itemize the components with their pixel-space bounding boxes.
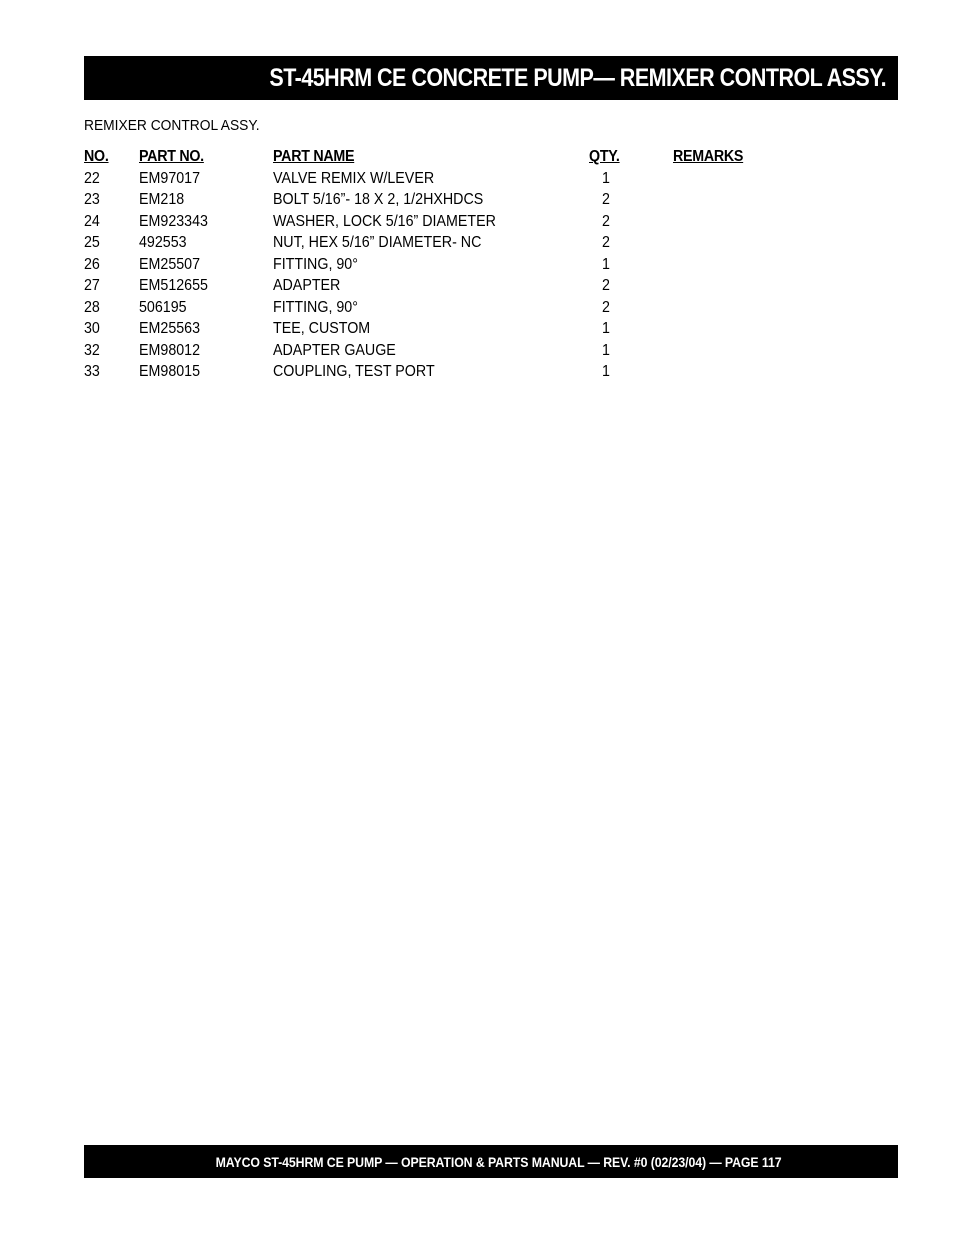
cell-part-name: COUPLING, TEST PORT: [273, 363, 435, 380]
cell-qty: 2: [602, 191, 610, 208]
table-body: [84, 168, 784, 383]
cell-part-name: TEE, CUSTOM: [273, 320, 371, 337]
cell-qty: 1: [602, 363, 610, 380]
cell-no: 27: [84, 277, 100, 294]
cell-part-no: EM923343: [139, 212, 208, 230]
cell-part-no: 506195: [139, 298, 187, 316]
section-heading: REMIXER CONTROL ASSY.: [84, 117, 260, 134]
cell-part-no: EM218: [139, 191, 185, 208]
cell-part-name: WASHER, LOCK 5/16” DIAMETER: [273, 212, 496, 230]
cell-qty: 1: [602, 341, 610, 359]
table-row: [84, 189, 784, 211]
cell-qty: 2: [602, 212, 610, 230]
footer-bar: [84, 1145, 898, 1178]
cell-part-no: EM25507: [139, 255, 201, 273]
cell-no: 23: [84, 191, 100, 208]
cell-no: 24: [84, 212, 100, 230]
table-row: [84, 340, 784, 362]
cell-part-no: EM25563: [139, 320, 201, 337]
footer-text: MAYCO ST-45HRM CE PUMP — OPERATION & PARTS MANUAL — REV. #0 (02/23/04) — PAGE 117: [216, 1153, 782, 1170]
cell-part-name: FITTING, 90°: [273, 255, 358, 273]
table-row: [84, 275, 784, 297]
cell-part-no: EM97017: [139, 169, 201, 187]
table-row: [84, 254, 784, 276]
cell-no: 30: [84, 320, 100, 337]
cell-qty: 1: [602, 255, 610, 273]
cell-no: 32: [84, 341, 100, 359]
table-row: [84, 232, 784, 254]
cell-part-name: ADAPTER GAUGE: [273, 341, 396, 359]
column-header-part-no: PART NO.: [139, 148, 204, 165]
table-row: [84, 318, 784, 340]
column-header-part-name: PART NAME: [273, 148, 355, 165]
table-row: [84, 211, 784, 233]
cell-qty: 2: [602, 234, 610, 251]
cell-no: 25: [84, 234, 100, 251]
cell-part-name: BOLT 5/16”- 18 X 2, 1/2HXHDCS: [273, 191, 484, 208]
title-bar: [84, 56, 898, 100]
column-header-remarks: REMARKS: [673, 148, 744, 165]
cell-qty: 2: [602, 277, 610, 294]
table-row: [84, 168, 784, 190]
cell-part-name: VALVE REMIX W/LEVER: [273, 169, 435, 187]
cell-part-no: EM98012: [139, 341, 201, 359]
column-header-qty: QTY.: [589, 148, 620, 165]
table-row: [84, 361, 784, 383]
cell-no: 33: [84, 363, 100, 380]
cell-part-name: NUT, HEX 5/16” DIAMETER- NC: [273, 234, 482, 251]
cell-part-no: EM512655: [139, 277, 208, 294]
table-row: [84, 297, 784, 319]
cell-qty: 1: [602, 320, 610, 337]
column-header-no: NO.: [84, 148, 109, 165]
cell-part-name: ADAPTER: [273, 277, 341, 294]
cell-no: 26: [84, 255, 100, 273]
cell-part-no: EM98015: [139, 363, 201, 380]
table-header-row: [84, 146, 784, 168]
cell-no: 22: [84, 169, 100, 187]
cell-qty: 2: [602, 298, 610, 316]
cell-no: 28: [84, 298, 100, 316]
cell-qty: 1: [602, 169, 610, 187]
cell-part-no: 492553: [139, 234, 187, 251]
parts-table: [84, 146, 784, 383]
page-title: ST-45HRM CE CONCRETE PUMP— REMIXER CONTROL ASSY.: [269, 63, 886, 92]
cell-part-name: FITTING, 90°: [273, 298, 358, 316]
